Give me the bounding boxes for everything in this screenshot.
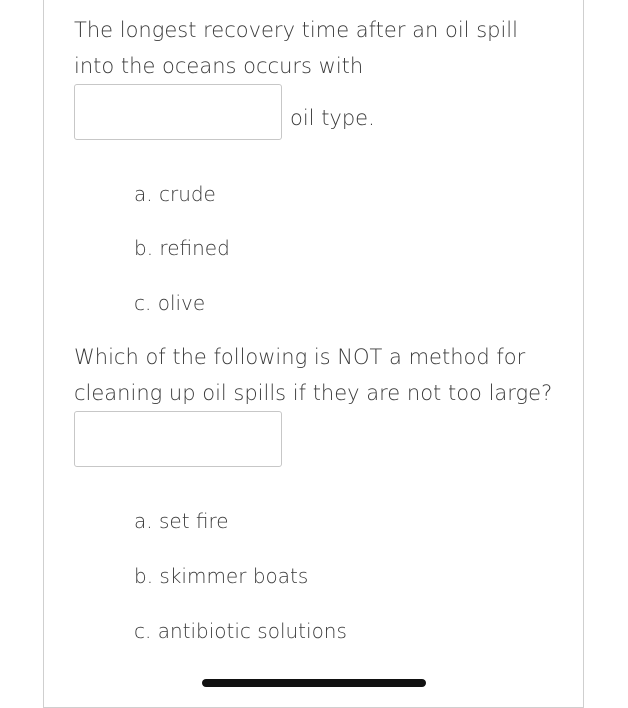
question-2-option-b: b. skimmer boats (134, 564, 309, 588)
question-1-option-b: b. refined (134, 236, 230, 260)
question-2-option-a: a. set fire (134, 509, 229, 533)
question-1-line-1: The longest recovery time after an oil spill (74, 18, 518, 42)
home-indicator[interactable] (202, 679, 426, 687)
question-2-line-2: cleaning up oil spills if they are not too large? (74, 381, 553, 405)
question-1-option-c: c. olive (134, 291, 206, 315)
question-2-option-c: c. antibiotic solutions (134, 619, 347, 643)
question-1-option-a: a. crude (134, 182, 216, 206)
question-2-line-1: Which of the following is NOT a method for (74, 345, 526, 369)
question-2-answer-input[interactable] (74, 411, 282, 467)
question-1-line-2: into the oceans occurs with (74, 54, 364, 78)
question-1-answer-input[interactable] (74, 84, 282, 140)
question-1-suffix: oil type. (290, 106, 375, 130)
